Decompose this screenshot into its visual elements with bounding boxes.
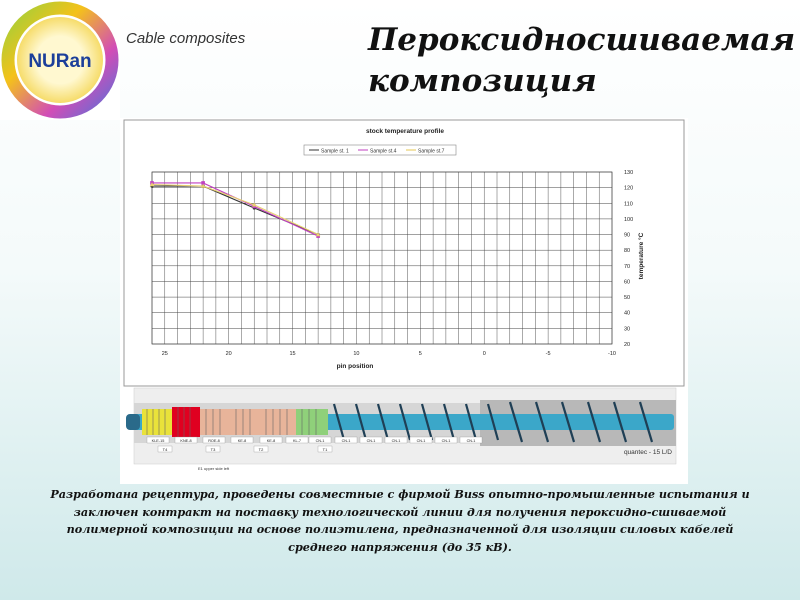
legend-label-0: Sample st. 1 — [321, 148, 349, 155]
zone-label: KE-8 — [266, 438, 276, 443]
y-tick-label: 80 — [624, 248, 631, 255]
y-tick-label: 70 — [624, 263, 631, 270]
logo-ring-graphic — [0, 0, 120, 120]
y-tick-label: 90 — [624, 232, 631, 239]
extruder-note: E1 upper side left — [198, 466, 230, 471]
extruder-drive-end — [126, 414, 140, 430]
brand-name: Cable composites — [126, 30, 246, 47]
chart-and-extruder-figure — [120, 118, 688, 484]
y-tick-label: 30 — [624, 326, 631, 333]
y-axis-label: temperature °C — [638, 232, 645, 280]
x-tick-label: 10 — [353, 351, 360, 357]
x-tick-label: 5 — [418, 351, 422, 357]
zone-label: CN-1 — [441, 438, 451, 443]
logo-text: NURan — [28, 51, 92, 72]
temp-tag: T3 — [210, 446, 216, 452]
x-tick-label: 25 — [161, 351, 168, 357]
y-tick-label: 50 — [624, 295, 631, 302]
x-axis-label: pin position — [336, 363, 374, 370]
zone-label: KNE-8 — [180, 438, 192, 443]
y-tick-label: 120 — [624, 185, 634, 192]
zone-label: CN-1 — [341, 438, 351, 443]
temp-tag: T4 — [162, 446, 168, 452]
zone-label: KLE-15 — [151, 438, 165, 443]
zone-kl — [296, 409, 328, 435]
chart-legend — [304, 145, 456, 155]
y-tick-label: 130 — [624, 170, 634, 176]
zone-label: KE-8 — [237, 438, 247, 443]
extruder-illustration — [126, 388, 676, 471]
zone-ke-2 — [230, 409, 260, 435]
chart-frame — [124, 120, 684, 386]
x-tick-label: -5 — [545, 351, 551, 357]
nuran-logo — [0, 0, 120, 120]
legend-label-1: Sample st.4 — [370, 148, 397, 155]
x-tick-label: 15 — [289, 351, 296, 357]
zone-label: CN-1 — [466, 438, 476, 443]
extruder-model-label: quantec - 15 L/D — [623, 449, 672, 456]
zone-label: CN-1 — [366, 438, 376, 443]
zone-ke-1 — [200, 409, 230, 435]
x-tick-label: -10 — [608, 351, 616, 357]
slide-title — [368, 20, 798, 102]
y-tick-label: 40 — [624, 310, 631, 317]
y-tick-label: 110 — [624, 201, 633, 208]
zone-label: CN-1 — [416, 438, 426, 443]
zone-ke-3 — [260, 409, 296, 435]
figure-panel — [120, 118, 688, 484]
zone-feed — [142, 409, 172, 435]
x-tick-label: 0 — [482, 351, 486, 357]
temp-tag: T1 — [322, 446, 328, 452]
zone-label: CN-1 — [315, 438, 325, 443]
y-tick-label: 60 — [624, 279, 631, 286]
slide-caption: Разработана рецептура, проведены совместные с фирмой Buss опытно-промышленные испытания и заключен контракт на поставку технологической линии для получения пероксидно-сшиваемой полимерной композиции на основе полиэтилена, предназначенной для изоляции силовых кабелей среднего напряжения (до 35 кВ). — [50, 487, 750, 554]
zone-label: ROE-8 — [208, 438, 220, 443]
y-tick-label: 20 — [624, 342, 631, 348]
legend-label-2: Sample st.7 — [418, 148, 445, 155]
zone-label: KL-7 — [292, 438, 302, 443]
x-tick-label: 20 — [225, 351, 232, 357]
slide-title-line-2: композиция — [368, 63, 597, 99]
zone-label: CN-1 — [391, 438, 401, 443]
zone-heater — [172, 407, 200, 437]
y-tick-label: 100 — [624, 216, 634, 223]
chart-title: stock temperature profile — [365, 128, 445, 135]
slide-title-line-1: Пероксидносшиваемая — [368, 22, 796, 58]
temp-tag: T2 — [258, 446, 264, 452]
